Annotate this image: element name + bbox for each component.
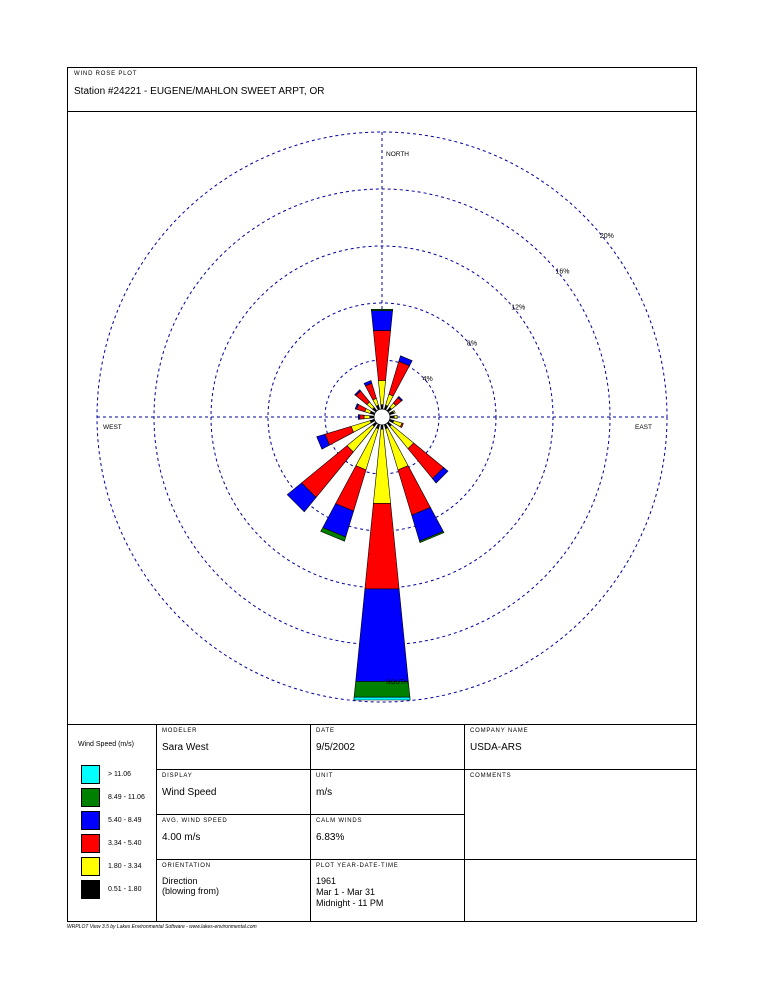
ring-label-20: 20%	[599, 232, 614, 240]
legend-label: 3.34 - 5.40	[108, 840, 142, 847]
petal-n-bin-3	[373, 331, 390, 381]
petal-n-bin-5	[371, 309, 392, 310]
comments-label: COMMENTS	[470, 773, 512, 779]
petal-w-bin-4	[358, 415, 360, 420]
petal-s-bin-6	[354, 697, 410, 700]
legend-title: Wind Speed (m/s)	[78, 741, 135, 748]
plot-year-value: 1961	[316, 876, 337, 886]
legend-swatch	[81, 834, 100, 853]
modeler-value: Sara West	[162, 742, 209, 753]
petal-w-bin-2	[364, 415, 370, 419]
plot-type-label: WIND ROSE PLOT	[74, 71, 138, 77]
avg-wind-speed-value: 4.00 m/s	[162, 832, 201, 843]
date-label: DATE	[316, 728, 335, 734]
legend-label: 1.80 - 3.34	[108, 863, 142, 870]
table-top-divider	[67, 724, 697, 725]
orientation-value-1: Direction	[162, 876, 198, 886]
petal-wsw-bin-3	[325, 426, 354, 445]
date-value: 9/5/2002	[316, 742, 355, 753]
unit-value: m/s	[316, 787, 333, 798]
legend-swatch	[81, 857, 100, 876]
petal-s-bin-1	[381, 425, 383, 429]
direction-label-south: SOUTH	[386, 679, 409, 686]
petal-w-bin-1	[370, 416, 374, 418]
ring-label-4: 4%	[422, 376, 433, 384]
plot-year-date-time-label: PLOT YEAR-DATE-TIME	[316, 863, 399, 869]
petal-s-bin-4	[356, 589, 409, 682]
display-value: Wind Speed	[162, 787, 217, 798]
petal-sse-bin-3	[398, 466, 430, 516]
software-credit: WRPLOT View 3.5 by Lakes Environmental Software - www.lakes-environmental.com	[67, 924, 257, 930]
orientation-label: ORIENTATION	[162, 863, 211, 869]
legend-label: 8.49 - 11.06	[108, 794, 145, 801]
petal-n-bin-4	[371, 311, 392, 331]
table-row-divider-3	[156, 859, 697, 860]
company-label: COMPANY NAME	[470, 728, 529, 734]
direction-label-west: WEST	[103, 424, 122, 431]
petal-e-bin-1	[390, 416, 394, 418]
station-title: Station #24221 - EUGENE/MAHLON SWEET ARPT, OR	[74, 86, 325, 97]
calm-winds-label: CALM WINDS	[316, 818, 363, 824]
direction-label-east: EAST	[635, 424, 652, 431]
plot-dates-value: Mar 1 - Mar 31	[316, 887, 376, 897]
legend-swatch	[81, 811, 100, 830]
petal-s-bin-3	[365, 503, 399, 589]
company-value: USDA-ARS	[470, 742, 522, 753]
orientation-value-2: (blowing from)	[162, 886, 220, 896]
petal-ssw-bin-3	[336, 466, 366, 511]
legend-swatch	[81, 788, 100, 807]
legend-label: > 11.06	[108, 771, 132, 778]
legend-label: 5.40 - 8.49	[108, 817, 142, 824]
table-col-divider-3	[464, 724, 465, 922]
petal-nne-bin-3	[389, 361, 410, 396]
calm-winds-value: 6.83%	[316, 832, 345, 843]
legend-label: 0.51 - 1.80	[108, 886, 142, 893]
table-col-divider-2	[310, 724, 311, 922]
petal-w-bin-3	[360, 415, 364, 419]
plot-time-value: Midnight - 11 PM	[316, 898, 384, 908]
legend-swatch	[81, 765, 100, 784]
table-col-divider-1	[156, 724, 157, 922]
modeler-label: MODELER	[162, 728, 198, 734]
petal-n-bin-1	[381, 405, 383, 409]
table-row-divider-1	[156, 769, 697, 770]
legend-swatch	[81, 880, 100, 899]
unit-label: UNIT	[316, 773, 334, 779]
ring-label-12: 12%	[511, 304, 526, 312]
petal-s-bin-2	[373, 429, 390, 503]
avg-wind-speed-label: AVG. WIND SPEED	[162, 818, 228, 824]
display-label: DISPLAY	[162, 773, 193, 779]
calm-circle	[374, 409, 390, 425]
petal-n-bin-2	[378, 381, 385, 405]
petal-nnw-bin-3	[365, 383, 376, 400]
direction-label-north: NORTH	[386, 151, 409, 158]
petal-e-bin-2	[394, 416, 397, 419]
ring-label-8: 8%	[466, 340, 478, 348]
ring-label-16: 16%	[555, 268, 570, 276]
